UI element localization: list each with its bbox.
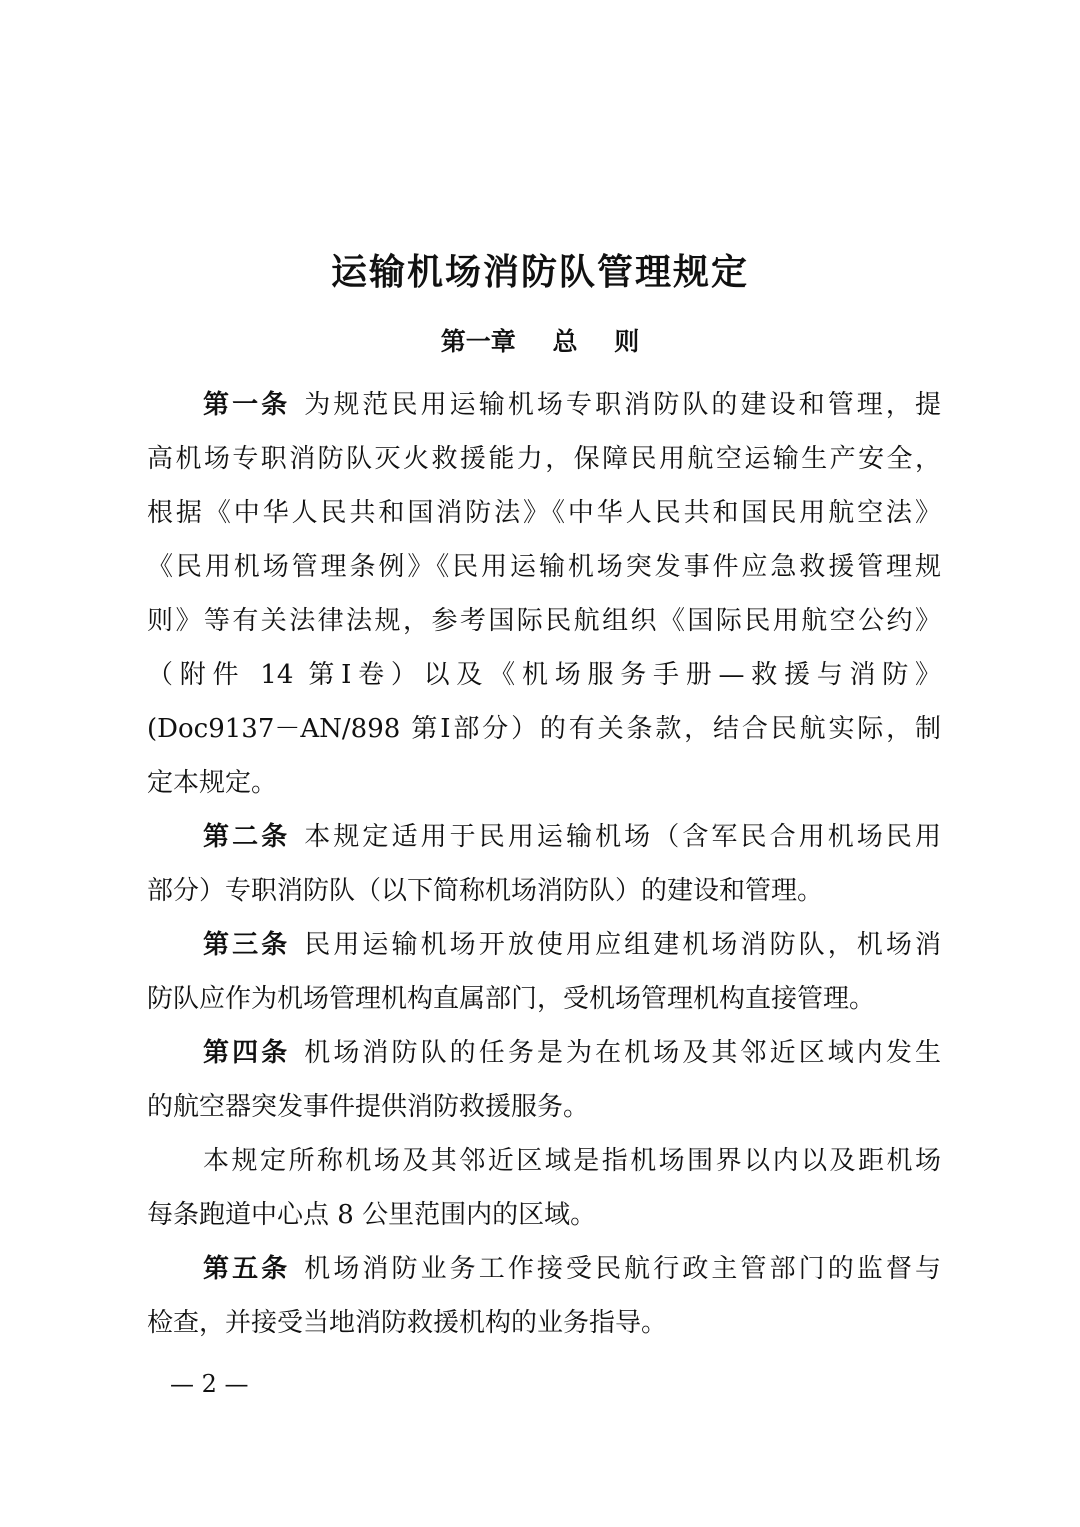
document-body — [147, 385, 941, 1357]
paragraph — [147, 817, 941, 925]
text-line — [147, 817, 941, 871]
line-text: 《民用机场管理条例》《民用运输机场突发事件应急救援管理规 — [147, 552, 941, 582]
chapter-heading — [0, 322, 1080, 358]
text-line — [147, 385, 941, 439]
line-text: 定本规定。 — [147, 768, 278, 798]
article-number: 第三条 — [203, 930, 291, 960]
text-line — [147, 871, 941, 925]
line-text: 则》等有关法律法规，参考国际民航组织《国际民用航空公约》 — [147, 606, 941, 636]
paragraph — [147, 385, 941, 817]
line-text: 民用运输机场开放使用应组建机场消防队，机场消 — [304, 930, 941, 960]
line-text: 每条跑道中心点 8 公里范围内的区域。 — [147, 1200, 597, 1230]
text-line — [147, 439, 941, 493]
line-text: 检查，并接受当地消防救援机构的业务指导。 — [147, 1308, 668, 1338]
chapter-number: 第一章 — [440, 327, 516, 356]
text-line — [147, 1141, 941, 1195]
line-text: 部分）专职消防队（以下简称机场消防队）的建设和管理。 — [147, 876, 824, 906]
text-line — [147, 547, 941, 601]
line-text: 根据《中华人民共和国消防法》《中华人民共和国民用航空法》 — [147, 498, 941, 528]
article-number: 第五条 — [203, 1254, 291, 1284]
line-text: 本规定所称机场及其邻近区域是指机场围界以内以及距机场 — [203, 1146, 941, 1176]
text-line — [147, 925, 941, 979]
text-line — [147, 1303, 941, 1357]
article-number: 第四条 — [203, 1038, 291, 1068]
paragraph — [147, 1033, 941, 1141]
line-text: (Doc9137－AN/898 第Ⅰ部分）的有关条款，结合民航实际，制 — [147, 714, 941, 744]
text-line — [147, 655, 941, 709]
line-text: 高机场专职消防队灭火救援能力，保障民用航空运输生产安全， — [147, 444, 941, 474]
line-text: （附件 14 第Ⅰ卷）以及《机场服务手册—救援与消防》 — [147, 660, 941, 690]
text-line — [147, 979, 941, 1033]
line-text: 机场消防业务工作接受民航行政主管部门的监督与 — [304, 1254, 941, 1284]
document-title: 运输机场消防队管理规定 — [330, 251, 749, 293]
chapter-name-part1: 总 — [552, 327, 578, 356]
chapter-name-part2: 则 — [614, 327, 640, 356]
paragraph — [147, 1141, 941, 1249]
text-line — [147, 1087, 941, 1141]
line-text: 本规定适用于民用运输机场（含军民合用机场民用 — [304, 822, 941, 852]
paragraph — [147, 925, 941, 1033]
text-line — [147, 709, 941, 763]
text-line — [147, 1195, 941, 1249]
text-line — [147, 1033, 941, 1087]
page-number: — 2 — — [170, 1370, 249, 1398]
line-text: 的航空器突发事件提供消防救援服务。 — [147, 1092, 590, 1122]
line-text: 机场消防队的任务是为在机场及其邻近区域内发生 — [304, 1038, 941, 1068]
article-number: 第二条 — [203, 822, 291, 852]
text-line — [147, 763, 941, 817]
text-line — [147, 493, 941, 547]
line-text: 为规范民用运输机场专职消防队的建设和管理，提 — [304, 390, 941, 420]
line-text: 防队应作为机场管理机构直属部门，受机场管理机构直接管理。 — [147, 984, 876, 1014]
text-line — [147, 601, 941, 655]
article-number: 第一条 — [203, 390, 291, 420]
text-line — [147, 1249, 941, 1303]
paragraph — [147, 1249, 941, 1357]
